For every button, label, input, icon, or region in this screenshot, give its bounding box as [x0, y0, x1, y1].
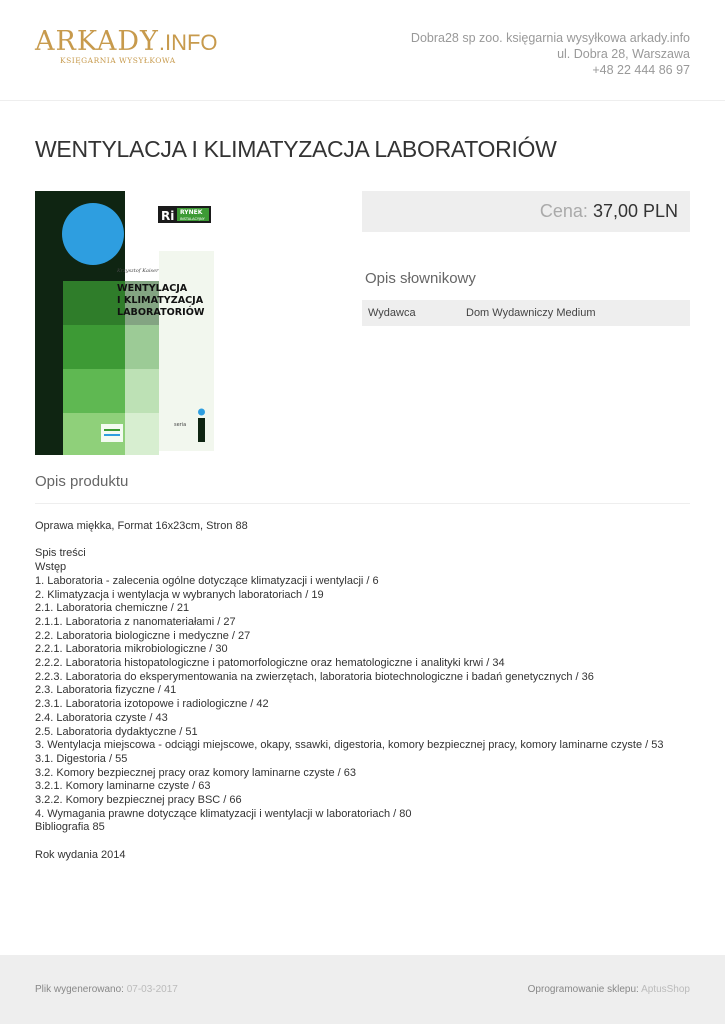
generated-label: Plik wygenerowano: [35, 984, 124, 995]
dictionary-heading: Opis słownikowy [365, 270, 476, 287]
shop-contact [411, 30, 690, 78]
book-cover-image [35, 191, 218, 455]
toc-line: 3.2.2. Komory bezpiecznej pracy BSC / 66 [35, 794, 242, 807]
toc-line: 2.3. Laboratoria fizyczne / 41 [35, 684, 177, 697]
spacer [35, 835, 695, 849]
cover-title-line3: LABORATORIÓW [117, 307, 205, 318]
toc-line: 3.2.1. Komory laminarne czyste / 63 [35, 780, 211, 793]
product-title: WENTYLACJA I KLIMATYZACJA LABORATORIÓW [35, 136, 557, 162]
spacer [35, 534, 695, 548]
software-info [528, 984, 690, 995]
software-link[interactable]: AptusShop [641, 984, 690, 995]
product-description [35, 520, 695, 863]
logo-suffix-text: .INFO [158, 30, 218, 55]
toc-line: 3.2. Komory bezpiecznej pracy oraz komory laminarne czyste / 63 [35, 766, 356, 779]
cover-title-line1: WENTYLACJA [117, 283, 188, 294]
generated-info [35, 984, 178, 995]
contact-address: ul. Dobra 28, Warszawa [557, 47, 690, 61]
logo-main-text: ARKADY [35, 26, 159, 57]
toc-line: 2.1. Laboratoria chemiczne / 21 [35, 602, 190, 615]
publication-year: Rok wydania 2014 [35, 848, 126, 861]
page-header [0, 0, 725, 101]
toc-line: 2.2.3. Laboratoria do eksperymentowania na zwierzętach, laboratoria biotechnologiczne i badań genetycznych / 36 [35, 670, 594, 683]
cover-series: seria [174, 422, 187, 428]
price-value: 37,00 PLN [592, 201, 678, 221]
toc-line: 1. Laboratoria - zalecenia ogólne dotyczące klimatyzacji i wentylacji / 6 [35, 574, 379, 587]
cover-badge-letters: Ri [161, 209, 175, 223]
toc-line: 3. Wentylacja miejscowa - odciągi miejscowe, okapy, ssawki, digestoria, komory bezpiecznej pracy, komory laminarne czyste / 53 [35, 739, 664, 752]
logo-wordmark [35, 26, 218, 59]
arkady-logo[interactable] [35, 26, 225, 72]
divider [35, 503, 690, 504]
dictionary-key: Wydawca [368, 307, 416, 319]
cover-badge-text1: RYNEK [180, 209, 203, 216]
contact-company: Dobra28 sp zoo. księgarnia wysyłkowa arkady.info [410, 31, 690, 45]
dictionary-value: Dom Wydawniczy Medium [466, 307, 596, 319]
price [540, 201, 678, 222]
toc-line: 2.3.1. Laboratoria izotopowe i radiologiczne / 42 [35, 698, 269, 711]
cover-author: Krzysztof Kaiser [117, 268, 159, 274]
description-format: Oprawa miękka, Format 16x23cm, Stron 88 [35, 520, 248, 532]
toc-line: 2.2.1. Laboratoria mikrobiologiczne / 30 [35, 643, 228, 656]
toc-line: 4. Wymagania prawne dotyczące klimatyzacji i wentylacji w laboratoriach / 80 [35, 807, 412, 820]
toc-line: 2.2.2. Laboratoria histopatologiczne i patomorfologiczne oraz hematologiczne i analityki krwi / 34 [35, 657, 505, 670]
description-heading: Opis produktu [35, 473, 129, 490]
software-label: Oprogramowanie sklepu: [527, 984, 639, 995]
page-footer [0, 955, 725, 1024]
toc-line: 2.1.1. Laboratoria z nanomateriałami / 27 [35, 615, 236, 628]
price-label: Cena: [539, 201, 588, 221]
toc-line: Bibliografia 85 [35, 821, 105, 834]
toc-line: 3.1. Digestoria / 55 [35, 752, 128, 765]
dictionary-row-publisher [362, 300, 690, 326]
toc-line: Spis treści [35, 547, 86, 560]
toc-line: 2. Klimatyzacja i wentylacja w wybranych laboratoriach / 19 [35, 588, 324, 601]
toc-line: 2.2. Laboratoria biologiczne i medyczne / 27 [35, 629, 251, 642]
price-box [362, 191, 690, 232]
logo-tagline: KSIĘGARNIA WYSYŁKOWA [60, 56, 176, 65]
toc-line: Wstęp [35, 561, 67, 574]
contact-phone: +48 22 444 86 97 [592, 63, 690, 77]
cover-badge-text2: INSTALACYJNY [180, 217, 205, 221]
toc-line: 2.4. Laboratoria czyste / 43 [35, 711, 168, 724]
generated-date: 07-03-2017 [126, 984, 178, 995]
cover-title-line2: I KLIMATYZACJA [117, 295, 204, 306]
toc-line: 2.5. Laboratoria dydaktyczne / 51 [35, 725, 198, 738]
